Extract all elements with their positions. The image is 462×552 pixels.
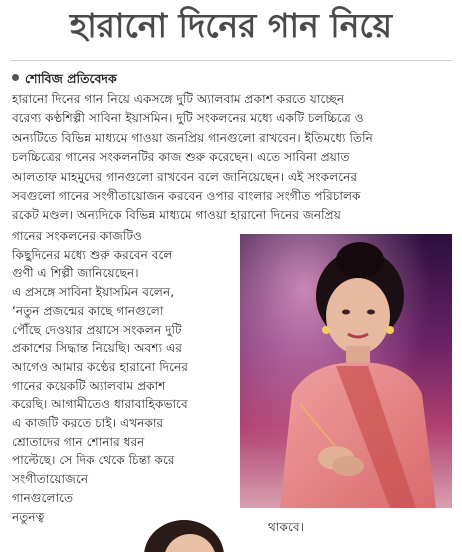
- bullet-icon: [12, 74, 19, 81]
- body-line: শ্রোতাদের গান শোনার ধরন: [12, 434, 145, 449]
- article-headline: হারানো দিনের গান নিয়ে: [69, 6, 393, 45]
- body-line: সবগুলো গানের সংগীতায়োজন করবেন ওপার বাংলার সংগীত পরিচালক: [12, 189, 361, 204]
- body-line: গানের কয়েকটি অ্যালবাম প্রকাশ: [12, 378, 166, 393]
- body-line: পাল্টেছে। সে দিক থেকে চিন্তা করে: [12, 453, 175, 468]
- singer-photo: [240, 234, 452, 508]
- body-line: সংগীতায়োজনে: [12, 472, 89, 487]
- body-line: রকেট মণ্ডল। অন্যদিকে বিভিন্ন মাধ্যমে গাওয়া হারানো দিনের জনপ্রিয়: [12, 208, 341, 223]
- article-body-column: [12, 227, 236, 526]
- body-line: পৌঁছে দেওয়ার প্রয়াসে সংকলন দুটি: [12, 322, 182, 337]
- body-line: করেছি। আগামীতেও ধারাবাহিকভাবে: [12, 397, 188, 412]
- body-line: গানের সংকলনের কাজটিও: [12, 229, 142, 243]
- body-line: কিছুদিনের মধ্যে শুরু করবেন বলে: [12, 247, 173, 262]
- body-line: বরেণ্য কণ্ঠশিল্পী সাবিনা ইয়াসমিন। দুটি সংকলনের মধ্যে একটি চলচ্চিত্রে ও: [12, 111, 364, 126]
- byline: [12, 70, 117, 88]
- second-photo-partial: [120, 512, 238, 552]
- body-line: অন্যটিতে বিভিন্ন মাধ্যমে গাওয়া জনপ্রিয় গানগুলো রাখবেন। ইতিমধ্যে তিনি: [12, 130, 373, 145]
- body-line: আগেও আমার কণ্ঠের হারানো দিনের: [12, 359, 189, 374]
- body-line: হারানো দিনের গান নিয়ে একসঙ্গে দুটি অ্যালবাম প্রকাশ করতে যাচ্ছেন: [12, 92, 345, 106]
- article-trailing-text: থাকবে।: [268, 520, 304, 534]
- article-body-full-width: [12, 90, 452, 226]
- body-line: এ প্রসঙ্গে সাবিনা ইয়াসমিন বলেন,: [12, 285, 175, 300]
- second-portrait-illustration: [120, 512, 238, 552]
- body-line: এ কাজটি করতে চাই। এখনকার: [12, 416, 164, 431]
- singer-portrait-illustration: [240, 234, 452, 508]
- headline-divider: [10, 60, 452, 61]
- byline-text: শোবিজ প্রতিবেদক: [25, 71, 117, 86]
- body-line: নতুনত্ব: [12, 509, 45, 524]
- body-line: চলচ্চিত্রের গানের সংকলনটির কাজ শুরু করেছেন। এতে সাবিনা প্রয়াত: [12, 150, 350, 165]
- body-line: গানগুলোতে: [12, 490, 74, 505]
- body-line: গুণী এ শিল্পী জানিয়েছেন।: [12, 266, 139, 281]
- body-line: প্রকাশের সিদ্ধান্ত নিয়েছি। অবশ্য এর: [12, 341, 183, 356]
- body-line: আলতাফ মাহমুদের গানগুলো রাখবেন বলে জানিয়েছেন। এই সংকলনের: [12, 169, 358, 184]
- body-line: ‘নতুন প্রজন্মের কাছে গানগুলো: [12, 303, 164, 318]
